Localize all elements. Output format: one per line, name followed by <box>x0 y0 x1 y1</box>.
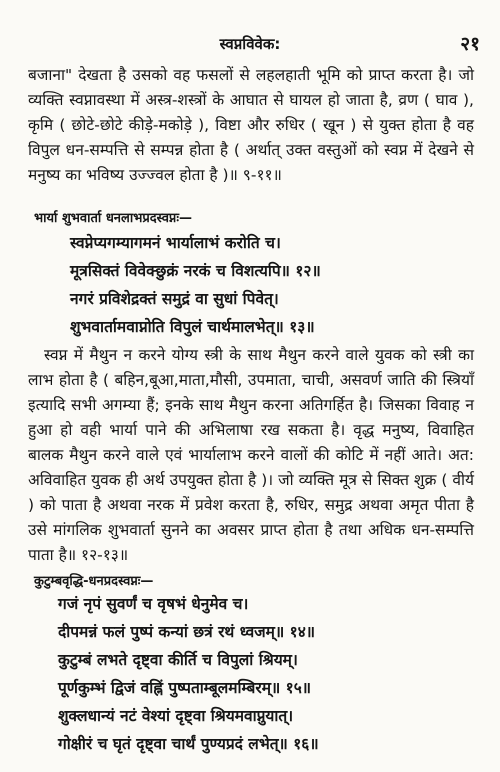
verse-line: स्वप्नेप्यगम्यागमनं भार्यालाभं करोति च। <box>70 234 281 252</box>
verse-line: मूत्रसिक्तं विवेक्छुक्रं नरकं च विशत्यपि॥ १२॥ <box>70 262 321 280</box>
verse-line: शुभवार्तामवाप्नोति विपुलं चार्थमालभेत्॥ १३॥ <box>70 318 315 336</box>
verse-line: नगरं प्रविशेद्रक्तं समुद्रं वा सुधां पिवेत्। <box>70 290 279 308</box>
section-2-verses <box>58 590 468 758</box>
verse-line: गोक्षीरं च घृतं दृष्ट्वा चार्थं पुण्यप्रदं लभेत्॥ १६॥ <box>58 735 319 753</box>
verse-line: शुक्लधान्यं नटं वेश्यां दृष्ट्वा श्रियमवाप्नुयात्। <box>58 707 294 725</box>
verse-line: पूर्णकुम्भं द्विजं वह्निं पुष्पताम्बूलमम्बिरम्॥ १५॥ <box>58 679 312 697</box>
section-1-heading: भार्या शुभवार्ता धनलाभप्रदस्वप्नः— <box>34 211 192 226</box>
paragraph-2-text: स्वप्न में मैथुन न करने योग्य स्त्री के साथ मैथुन करने वाले युवक को स्त्री का लाभ होता है ( बहिन,बूआ,माता,मौसी, उपमाता, चाची, असवर्ण जाति की स्त्रियाँ इत्यादि सभी अगम्या हैं; इनके साथ मैथुन करना अतिगर्हित है। जिसका विवाह न हुआ हो वही भार्या पाने की अभिलाषा रख सकता है। वृद्ध मनुष्य, विवाहित बालक मैथुन करने वाले एवं भार्यालाभ करने वालों की कोटि में नहीं आते। अत: अविवाहित युवक ही अर्थ उपयुक्त होता है )। जो व्यक्ति मूत्र से सिक्त शुक्र ( वीर्य ) को पाता है अथवा नरक में प्रवेश करता है, रुधिर, समुद्र अथवा अमृत पीता है उसे मांगलिक शुभवार्ता सुनने का अवसर प्राप्त होता है तथा अधिक धन-सम्पत्ति पाता है॥ १२-१३॥ <box>28 346 474 564</box>
paragraph-1-text: बजाना" देखता है उसको वह फसलों से लहलहाती भूमि को प्राप्त करता है। जो व्यक्ति स्वप्नावस्था में अस्त्र-शस्त्रों के आघात से घायल हो जाता है, व्रण ( घाव ), कृमि ( छोटे-छोटे कीड़े-मकोड़े ), विष्टा और रुधिर ( खून ) से युक्त होता है वह विपुल धन-सम्पत्ति से सम्पन्न होता है ( अर्थात् उक्त वस्तुओं को स्वप्न में देखने से मनुष्य का भविष्य उज्ज्वल होता है )॥ ९-११॥ <box>28 66 474 184</box>
paragraph-1 <box>28 63 474 188</box>
page-number: २१ <box>460 33 480 55</box>
paragraph-2 <box>28 343 474 568</box>
verse-line: कुटुम्बं लभते दृष्ट्वा कीर्ति च विपुलां श्रियम्। <box>58 651 298 669</box>
section-2-heading: कुटुम्बवृद्धि-धनप्रदस्वप्नः— <box>34 574 154 589</box>
running-title: स्वप्नविवेक: <box>219 35 281 53</box>
verse-line: गजं नृपं सुवर्णं च वृषभं धेनुमेव च। <box>58 595 249 613</box>
verse-line: दीपमन्नं फलं पुष्पं कन्यां छत्रं रथं ध्वजम्॥ १४॥ <box>58 623 316 641</box>
section-1-verses <box>70 229 480 341</box>
